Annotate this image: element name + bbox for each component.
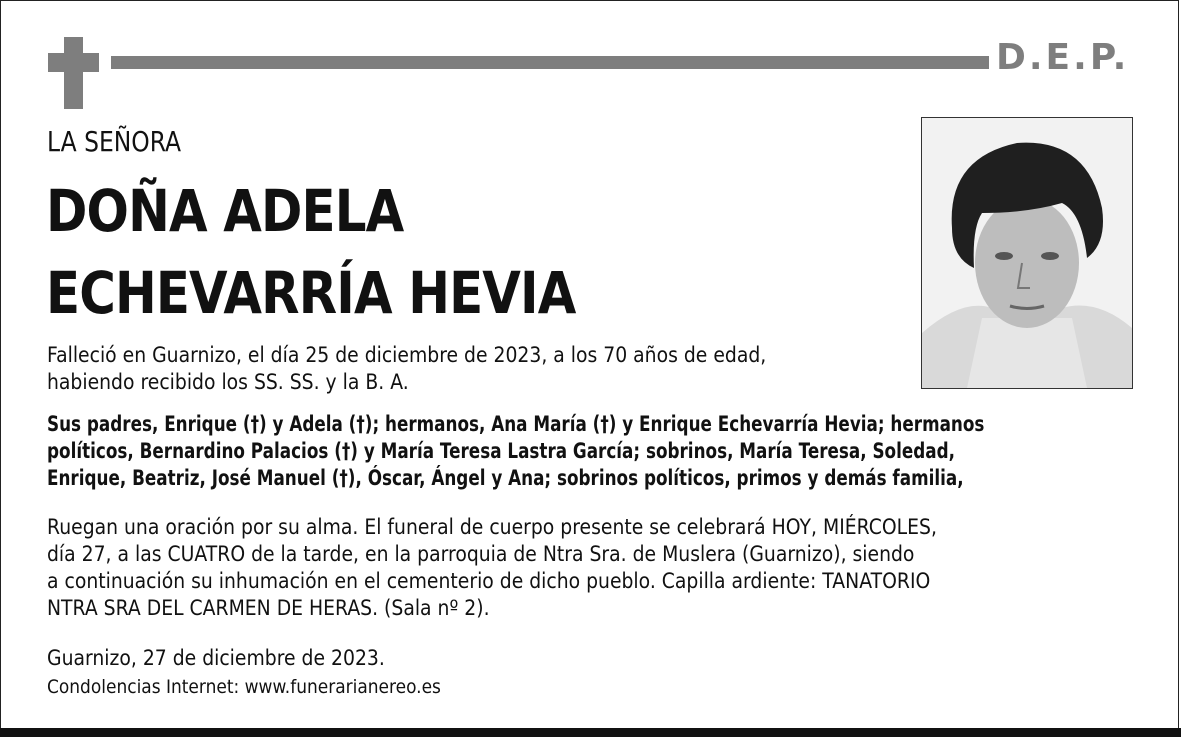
death-line: habiendo recibido los SS. SS. y la B. A.: [47, 370, 409, 394]
service-details: [47, 514, 937, 622]
name-line-2: ECHEVARRÍA HEVIA: [46, 259, 576, 327]
family-line: Sus padres, Enrique (†) y Adela (†); hermanos, Ana María (†) y Enrique Echevarría Hevia; hermanos: [47, 412, 985, 436]
family-line: Enrique, Beatriz, José Manuel (†), Óscar, Ángel y Ana; sobrinos políticos, primos y demás familia,: [47, 466, 964, 490]
bottom-rule: [0, 728, 1181, 737]
family-list: [47, 411, 984, 492]
death-announcement: [47, 342, 766, 396]
place-date: Guarnizo, 27 de diciembre de 2023.: [47, 646, 385, 670]
dep-label: D.E.P.: [996, 37, 1130, 78]
family-line: políticos, Bernardino Palacios (†) y María Teresa Lastra García; sobrinos, María Teresa, Soledad,: [47, 439, 956, 463]
service-line: NTRA SRA DEL CARMEN DE HERAS. (Sala nº 2).: [47, 596, 490, 620]
service-line: a continuación su inhumación en el cementerio de dicho pueblo. Capilla ardiente: TANATORIO: [47, 569, 931, 593]
portrait-photo: [921, 117, 1133, 389]
header-rule: [111, 56, 989, 69]
condolences-line: Condolencias Internet: www.funerarianereo.es: [47, 676, 441, 698]
deceased-name: [46, 170, 575, 334]
service-line: día 27, a las CUATRO de la tarde, en la parroquia de Ntra Sra. de Muslera (Guarnizo), siendo: [47, 542, 915, 566]
name-line-1: DOÑA ADELA: [46, 177, 404, 245]
portrait-image: [922, 118, 1132, 388]
honorific: LA SEÑORA: [47, 125, 181, 158]
service-line: Ruegan una oración por su alma. El funeral de cuerpo presente se celebrará HOY, MIÉRCOLES,: [47, 515, 937, 539]
death-line: Falleció en Guarnizo, el día 25 de diciembre de 2023, a los 70 años de edad,: [47, 343, 767, 367]
